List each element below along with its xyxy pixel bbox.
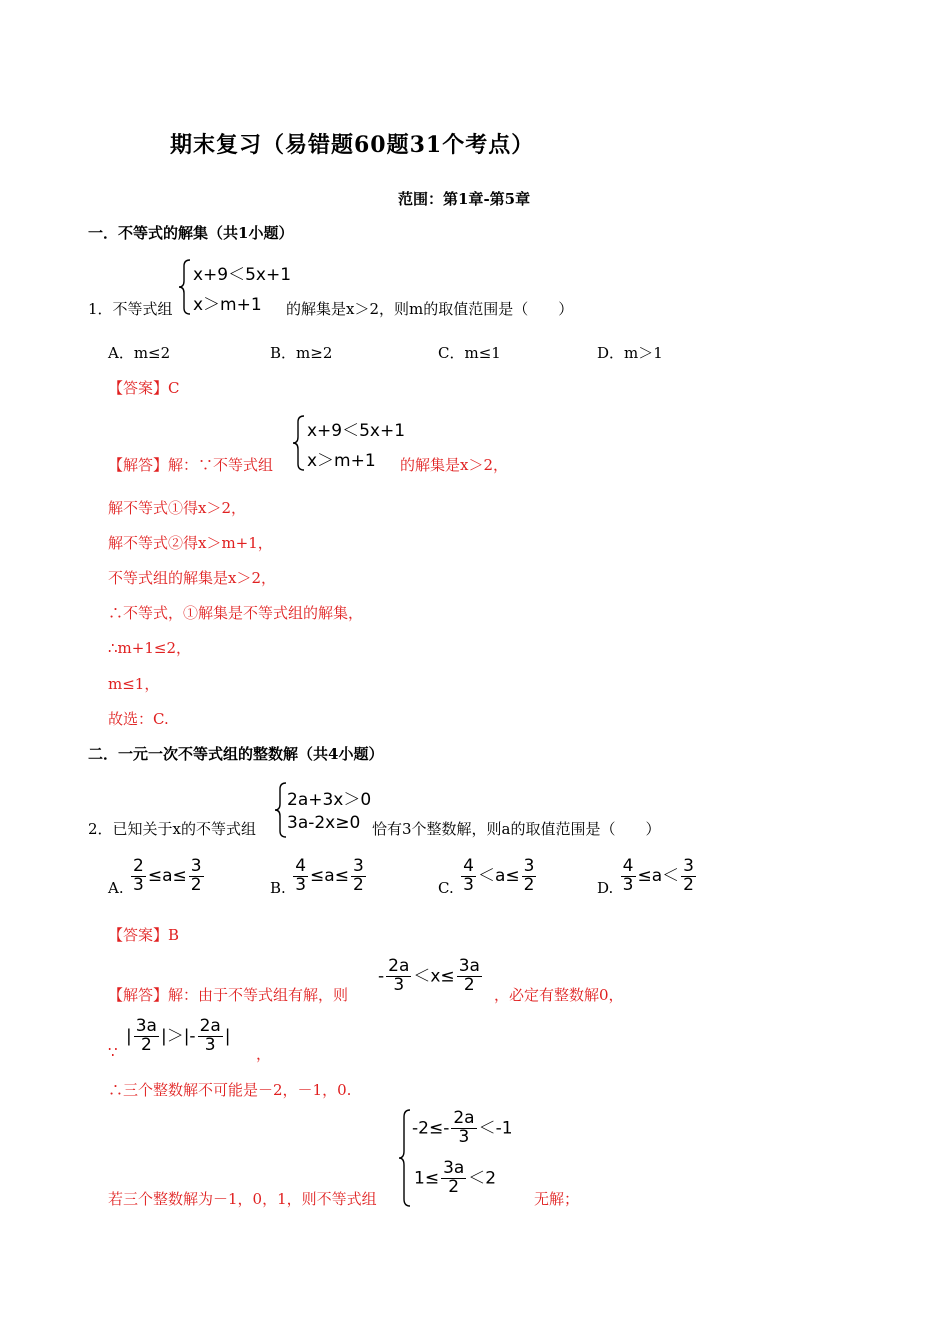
q2-solution-system-row1: -2≤- $\frac{2a}{3}$ ＜-1 xyxy=(412,1108,513,1147)
q1-solution-system xyxy=(292,414,406,472)
q1-solution-suffix: 的解集是x＞2， xyxy=(400,456,509,474)
q1-option-d: D．m＞1 xyxy=(597,344,663,362)
scope-label: 范围：第1章-第5章 xyxy=(398,190,531,208)
q2-system-row2: 3a-2x≥0 xyxy=(287,813,361,833)
q2-solution-range-math: - $\frac{2a}{3}$ ＜x≤ $\frac{3a}{2}$ xyxy=(378,956,480,995)
q2-system-row1: 2a+3x＞0 xyxy=(287,790,372,810)
left-brace-icon xyxy=(398,1108,412,1208)
q2-abs-comparison-math: | $\frac{3a}{2}$ |＞|- $\frac{2a}{3}$ | xyxy=(126,1016,231,1055)
q1-step-5: ∴m+1≤2， xyxy=(108,639,191,657)
q1-option-b: B．m≥2 xyxy=(270,344,333,362)
q1-system-row1: x+9＜5x+1 xyxy=(193,265,292,285)
left-brace-icon xyxy=(292,414,306,472)
q1-option-c: C．m≤1 xyxy=(438,344,501,362)
q2-abs-tail: ， xyxy=(256,1045,272,1063)
q1-option-a: A．m≤2 xyxy=(108,344,171,362)
q2-option-b: B. $\frac{4}{3}$ ≤a≤ $\frac{3}{2}$ xyxy=(270,856,364,898)
q2-suffix: 恰有3个整数解，则a的取值范围是（ ） xyxy=(372,820,661,838)
q2-because-symbol: ∵ xyxy=(108,1043,118,1061)
q2-option-a: A. $\frac{2}{3}$ ≤a≤ $\frac{3}{2}$ xyxy=(108,856,202,898)
section1-heading: 一．不等式的解集（共1小题） xyxy=(88,224,294,242)
q2-inequality-system xyxy=(274,781,374,839)
q1-solution-prefix: 【解答】解：∵不等式组 xyxy=(108,456,274,474)
q2-answer: 【答案】B xyxy=(108,926,180,944)
q1-system-row2: x＞m+1 xyxy=(193,295,262,315)
q1-step-7: 故选：C. xyxy=(108,710,169,728)
q1-step-4: ∴不等式，①解集是不等式组的解集， xyxy=(108,604,364,622)
q2-line3: ∴三个整数解不可能是－2，－1，0. xyxy=(108,1081,352,1099)
q1-step-3: 不等式组的解集是x＞2， xyxy=(108,569,277,587)
q1-prefix: 1．不等式组 xyxy=(88,300,173,318)
q2-prefix: 2．已知关于x的不等式组 xyxy=(88,820,257,838)
q2-solution-prefix: 【解答】解：由于不等式组有解，则 xyxy=(108,986,349,1004)
left-brace-icon xyxy=(274,781,288,839)
section2-heading: 二．一元一次不等式组的整数解（共4小题） xyxy=(88,745,384,763)
page-title: 期末复习（易错题60题31个考点） xyxy=(170,132,535,158)
q1-step-6: m≤1， xyxy=(108,675,160,693)
q2-solution-system xyxy=(398,1108,538,1208)
q2-option-c: C. $\frac{4}{3}$ ＜a≤ $\frac{3}{2}$ xyxy=(438,856,535,898)
q1-solution-system-row1: x+9＜5x+1 xyxy=(307,421,406,441)
q1-answer: 【答案】C xyxy=(108,379,180,397)
q2-solution-suffix: ，必定有整数解0， xyxy=(494,986,624,1004)
q1-step-1: 解不等式①得x＞2， xyxy=(108,499,247,517)
left-brace-icon xyxy=(178,258,192,316)
q2-option-d: D. $\frac{4}{3}$ ≤a＜ $\frac{3}{2}$ xyxy=(597,856,694,898)
q2-line4-suffix: 无解； xyxy=(534,1190,580,1208)
q1-step-2: 解不等式②得x＞m+1， xyxy=(108,534,273,552)
q2-solution-system-row2: 1≤ $\frac{3a}{2}$ ＜2 xyxy=(414,1158,497,1197)
q1-suffix: 的解集是x＞2，则m的取值范围是（ ） xyxy=(286,300,574,318)
q1-inequality-system xyxy=(178,258,292,316)
q2-line4-prefix: 若三个整数解为－1，0，1，则不等式组 xyxy=(108,1190,377,1208)
q1-solution-system-row2: x＞m+1 xyxy=(307,451,376,471)
